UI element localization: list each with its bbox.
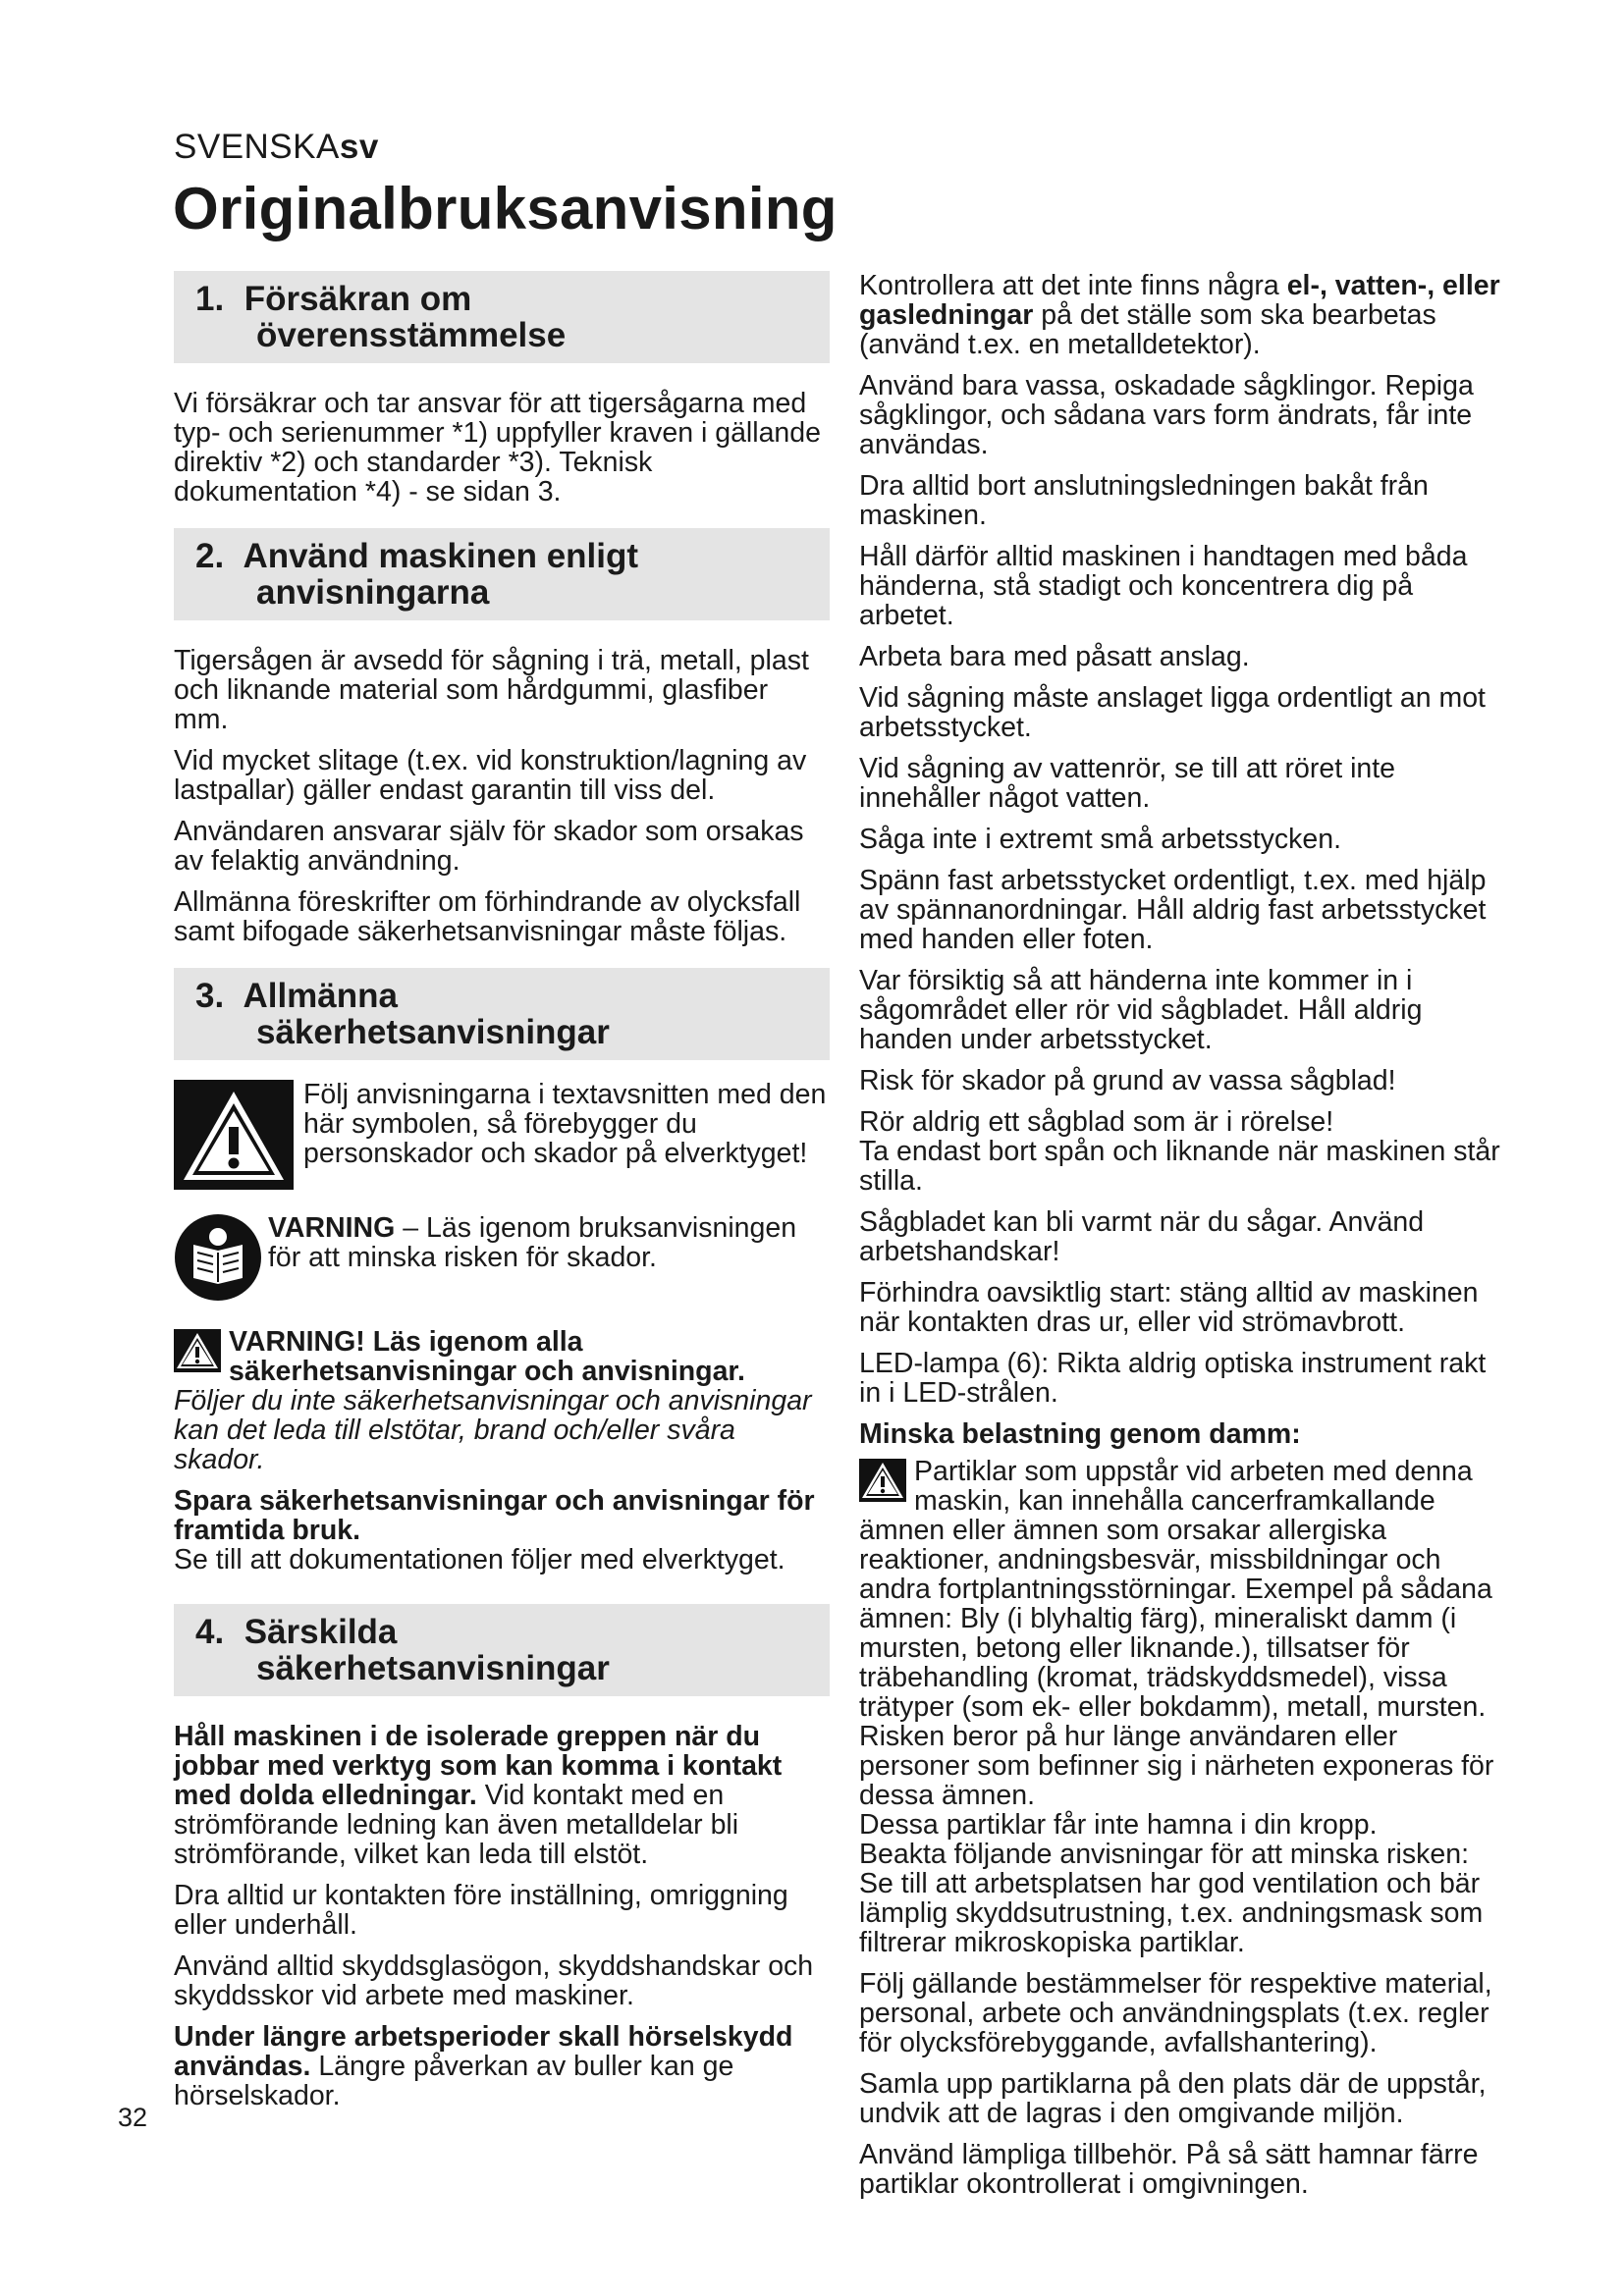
section-number: 2. xyxy=(195,537,225,575)
paragraph: Använd lämpliga tillbehör. På så sätt hamnar färre partiklar okontrollerat i omgivningen. xyxy=(859,2139,1479,2200)
paragraph: Följ gällande bestämmelser för respektive material, personal, arbete och användningsplats (t.ex. regler för olycksförebyggande, avfallshantering). xyxy=(859,1968,1492,2058)
paragraph: LED-lampa (6): Rikta aldrig optiska instrument rakt in i LED-strålen. xyxy=(859,1348,1487,1409)
dust-block xyxy=(859,1457,1515,1957)
warning-triangle-icon xyxy=(174,1329,221,1378)
section-number: 1. xyxy=(195,280,225,318)
save-instructions-text: Se till att dokumentationen följer med elverktyget. xyxy=(174,1544,785,1575)
paragraph: Dra alltid bort anslutningsledningen bakåt från maskinen. xyxy=(859,470,1429,531)
paragraph xyxy=(174,1722,830,1869)
language-label xyxy=(174,128,379,167)
section-title-line2: säkerhetsanvisningar xyxy=(256,1649,610,1687)
paragraph: Såga inte i extremt små arbetsstycken. xyxy=(859,824,1342,855)
paragraph xyxy=(859,271,1515,359)
paragraph: Användaren ansvarar själv för skador som orsakas av felaktig användning. xyxy=(174,816,804,877)
paragraph-bold: el-, vatten-, eller gasledningar xyxy=(859,270,1500,331)
warning-symbol-text: Följ anvisningarna i textavsnitten med den här symbolen, så förebygger du personskador och skador på elverktyget! xyxy=(303,1079,827,1169)
section-title-line1: Allmänna xyxy=(243,977,398,1015)
paragraph-bold: Under längre arbetsperioder skall hörselskydd användas. xyxy=(174,2021,793,2082)
dust-paragraph: Partiklar som uppstår vid arbeten med denna maskin, kan innehålla cancerframkallande ämnen eller ämnen som orsakar allergiska reaktioner, andningsbesvär, missbildningar och andra fortplantningsstörningar. Exempel på sådana ämnen: Bly (i blyhaltig färg), mineraliskt damm (i mursten, betong eller liknande.), tillsatser för träbehandling (kromat, trädskyddsmedel), vissa trätyper (som ek- eller bokdamm), metall, mursten. xyxy=(859,1456,1492,1723)
section-number: 4. xyxy=(195,1613,225,1651)
paragraph: Håll därför alltid maskinen i handtagen med båda händerna, stå stadigt och koncentrera dig på arbetet. xyxy=(859,541,1468,631)
section-title-line2: överensstämmelse xyxy=(256,316,567,354)
section-heading-4 xyxy=(174,1604,830,1696)
page-title: Originalbruksanvisning xyxy=(173,176,838,241)
paragraph: Vi försäkrar och tar ansvar för att tigersågarna med typ- och serienummer *1) uppfyller kraven i gällande direktiv *2) och standarder *3). Teknisk dokumentation *4) - se sidan 3. xyxy=(174,388,821,507)
paragraph-line: Rör aldrig ett sågblad som är i rörelse! xyxy=(859,1106,1334,1138)
warning-triangle-icon xyxy=(859,1459,906,1508)
paragraph-part: Kontrollera att det inte finns några xyxy=(859,270,1287,301)
right-column xyxy=(859,271,1515,2211)
section-heading-3 xyxy=(174,968,830,1060)
paragraph: Var försiktig så att händerna inte kommer in i sågområdet eller rör vid sågbladet. Håll aldrig handen under arbetsstycket. xyxy=(859,965,1423,1055)
section-title-line2: anvisningarna xyxy=(256,573,490,612)
paragraph: Risk för skador på grund av vassa sågblad! xyxy=(859,1065,1396,1096)
paragraph: Vid mycket slitage (t.ex. vid konstruktion/lagning av lastpallar) gäller endast garantin till viss del. xyxy=(174,745,807,806)
language-code: sv xyxy=(339,128,379,166)
dust-paragraph: Dessa partiklar får inte hamna i din kropp. xyxy=(859,1809,1378,1841)
general-warning-italic: Följer du inte säkerhetsanvisningar och anvisningar kan det leda till elstötar, brand och/eller svåra skador. xyxy=(174,1385,812,1475)
dust-paragraph: Beakta följande anvisningar för att minska risken: xyxy=(859,1839,1469,1870)
section-heading-2 xyxy=(174,528,830,620)
section-title-line1: Använd maskinen enligt xyxy=(243,537,639,575)
section-title-line1: Försäkran om xyxy=(244,280,472,318)
paragraph: Använd alltid skyddsglasögon, skyddshandskar och skyddsskor vid arbete med maskiner. xyxy=(174,1950,814,2011)
general-warning-bold: VARNING! Läs igenom alla säkerhetsanvisningar och anvisningar. xyxy=(229,1326,745,1387)
paragraph: Dra alltid ur kontakten före inställning, omriggning eller underhåll. xyxy=(174,1880,788,1941)
save-instructions-bold: Spara säkerhetsanvisningar och anvisningar för framtida bruk. xyxy=(174,1485,815,1546)
general-warning xyxy=(174,1327,830,1474)
section-title-line2: säkerhetsanvisningar xyxy=(256,1013,610,1051)
manual-warning-rest: – Läs igenom bruksanvisningen för att minska risken för skador. xyxy=(268,1212,797,1273)
dust-heading: Minska belastning genom damm: xyxy=(859,1418,1301,1450)
paragraph-rest: Längre påverkan av buller kan ge hörselskador. xyxy=(174,2051,734,2111)
page-number: 32 xyxy=(118,2103,148,2132)
paragraph: Vid sågning måste anslaget ligga ordentligt an mot arbetsstycket. xyxy=(859,682,1486,743)
manual-warning-text xyxy=(268,1213,830,1272)
section-number: 3. xyxy=(195,977,225,1015)
paragraph-bold: Håll maskinen i de isolerade greppen när du jobbar med verktyg som kan komma i kontakt med dolda elledningar. xyxy=(174,1721,783,1811)
paragraph-part: på det ställe som ska bearbetas (använd t.ex. en metalldetektor). xyxy=(859,299,1436,360)
section-title-line1: Särskilda xyxy=(244,1613,398,1651)
paragraph: Allmänna föreskrifter om förhindrande av olycksfall samt bifogade säkerhetsanvisningar måste följas. xyxy=(174,886,801,947)
paragraph xyxy=(174,2022,830,2110)
language-name: SVENSKA xyxy=(174,128,340,166)
paragraph: Arbeta bara med påsatt anslag. xyxy=(859,641,1250,672)
paragraph: Samla upp partiklarna på den plats där de uppstår, undvik att de lagras i den omgivande miljön. xyxy=(859,2068,1487,2129)
read-manual-icon xyxy=(174,1213,262,1308)
paragraph: Förhindra oavsiktlig start: stäng alltid av maskinen när kontakten dras ur, eller vid strömavbrott. xyxy=(859,1277,1479,1338)
manual-warning-bold: VARNING xyxy=(268,1212,396,1244)
paragraph: Sågbladet kan bli varmt när du sågar. Använd arbetshandskar! xyxy=(859,1206,1425,1267)
paragraph: Använd bara vassa, oskadade sågklingor. Repiga sågklingor, och sådana vars form ändrats, får inte användas. xyxy=(859,370,1474,460)
save-instructions xyxy=(174,1486,830,1575)
paragraph-rest: Vid kontakt med en strömförande ledning kan även metalldelar bli strömförande, vilket kan leda till elstöt. xyxy=(174,1780,739,1870)
paragraph: Tigersågen är avsedd för sågning i trä, metall, plast och liknande material som hårdgummi, glasfiber mm. xyxy=(174,645,809,735)
paragraph: Spänn fast arbetsstycket ordentligt, t.ex. med hjälp av spännanordningar. Håll aldrig fast arbetsstycket med handen eller foten. xyxy=(859,865,1487,955)
warning-symbol-note xyxy=(174,1080,830,1196)
paragraph: Vid sågning av vattenrör, se till att röret inte innehåller något vatten. xyxy=(859,753,1396,814)
manual-warning xyxy=(174,1213,830,1308)
warning-triangle-icon xyxy=(174,1080,294,1196)
dust-paragraph: Risken beror på hur länge användaren eller personer som befinner sig i närheten exponeras för dessa ämnen. xyxy=(859,1721,1494,1811)
left-column xyxy=(174,271,830,2122)
dust-paragraph: Se till att arbetsplatsen har god ventilation och bär lämplig skyddsutrustning, t.ex. andningsmask som filtrerar mikroskopiska partiklar. xyxy=(859,1868,1484,1958)
paragraph xyxy=(859,1107,1515,1196)
section-heading-1 xyxy=(174,271,830,363)
paragraph-line: Ta endast bort spån och liknande när maskinen står stilla. xyxy=(859,1136,1500,1197)
